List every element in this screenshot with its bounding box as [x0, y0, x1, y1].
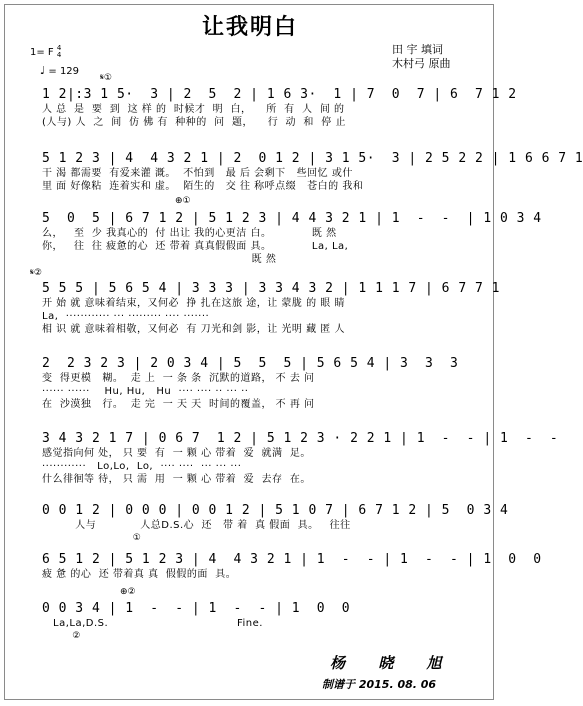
staff-9-lyric-2: ②	[42, 631, 81, 641]
coda-1-icon: ⊕①	[175, 196, 191, 206]
staff-4-lyric-1: 开 始 就 意味着结束，又何必 挣 扎在这旅 途，让 蒙胧 的 眼 睛	[42, 298, 345, 309]
key-signature	[30, 45, 61, 59]
staff-6-lyric-2: ············ Lo,Lo, Lo, ···· ···· ··· ··· ···	[42, 461, 242, 472]
staff-4-lyric-3: 相 识 就 意味着相敬，又何必 有 刀光和剑 影，让 光明 藏 匿 人	[42, 324, 345, 335]
song-title: 让我明白	[201, 15, 298, 40]
staff-5-notes: 2 2 3 2 3 | 2 0 3 4 | 5 5 5 | 5 6 5 4 | 3 3 3	[42, 356, 459, 371]
staff-2	[42, 150, 583, 193]
staff-4-notes: 5 5 5 | 5 6 5 4 | 3 3 3 | 3 3 4 3 2 | 1 1 1 7 | 6 7 7 1	[42, 281, 500, 296]
staff-3-notes: 5 0 5 | 6 7 1 2 | 5 1 2 3 | 4 4 3 2 1 | 1 - - | 1 0 3 4	[42, 211, 542, 226]
staff-3	[42, 210, 542, 266]
staff-7-notes: 0 0 1 2 | 0 0 0 | 0 0 1 2 | 5 1 0 7 | 6 7 1 2 | 5 0 3 4	[42, 503, 509, 518]
staff-7-lyric-1: 人与 人总D.S.心 还 带 着 真 假面 具。 往往	[42, 520, 351, 531]
staff-8	[42, 551, 542, 581]
staff-3-lyric-3: 既 然	[42, 254, 277, 265]
staff-6-notes: 3 4 3 2 1 7 | 0 6 7 1 2 | 5 1 2 3 · 2 2 1 | 1 - - | 1 - -	[42, 431, 559, 446]
staff-1-notes: 1 2|:3 1 5· 3 | 2 5 2 | 1 6 3· 1 | 7 0 7 | 6 7 1 2	[42, 87, 517, 102]
staff-6	[42, 430, 559, 486]
key-label: 1= F	[30, 47, 54, 58]
staff-3-lyric-2: 你， 往 往 疲惫的心 还 带着 真真假假面 具。 La, La,	[42, 241, 349, 252]
coda-2-icon: ⊕②	[120, 587, 136, 597]
staff-5-lyric-1: 变 得更模 糊。 走 上 一 条 条 沉默的道路， 不 去 问	[42, 373, 315, 384]
staff-1	[42, 86, 517, 129]
staff-7-lyric-2: ①	[42, 533, 142, 543]
staff-4-lyric-2: La, ············ ··· ········· ···· ·······	[42, 311, 210, 322]
time-denominator: 4	[56, 51, 62, 59]
staff-4	[42, 280, 500, 336]
quarter-note-icon: ♩	[40, 64, 46, 77]
staff-5-lyric-3: 在 沙漠独 行。 走 完 一 天 天 时间的覆盖， 不 再 问	[42, 399, 315, 410]
staff-2-notes: 5 1 2 3 | 4 4 3 2 1 | 2 0 1 2 | 3 1 5· 3 | 2 5 2 2 | 1 6 6 7 1	[42, 151, 583, 166]
lyricist-credit: 田 宇 填词	[392, 43, 443, 56]
staff-9	[42, 600, 462, 643]
staff-6-lyric-1: 感觉指向何 处， 只 要 有 一 颗 心 带着 爱 就满 足。	[42, 448, 311, 459]
staff-1-lyric-2: (人与) 人 之 间 仿 佛 有 种种的 问 题， 行 动 和 停 止	[42, 117, 346, 128]
segno-2-icon: 𝄋②	[30, 268, 42, 278]
staff-3-lyric-1: 么， 至 少 我真心的 付 出让 我的心更洁 白。 既 然	[42, 228, 337, 239]
time-signature	[57, 45, 61, 59]
segno-1-icon: 𝄋①	[100, 73, 112, 83]
arrangement-date: 制谱于 2015. 08. 06	[322, 678, 437, 691]
staff-6-lyric-3: 什么徘徊等 待， 只 需 用 一 颗 心 带着 爱 去存 在。	[42, 474, 311, 485]
credits	[392, 43, 451, 71]
staff-2-lyric-1: 干 渴 都需要 有爱来灌 溉。 不怕到 最 后 会剩下 些回忆 或什	[42, 168, 353, 179]
staff-8-lyric-1: 疲 惫 的心 还 带着真 真 假假的面 具。	[42, 569, 237, 580]
staff-1-lyric-1: 人 总 是 要 到 这 样 的 时候才 明 白， 所 有 人 间 的	[42, 104, 345, 115]
tempo-value: = 129	[48, 66, 80, 77]
staff-9-lyric-1: La,La,D.S. Fine.	[42, 618, 263, 629]
arranger-name: 杨 晓 旭	[330, 654, 456, 672]
staff-5	[42, 355, 462, 411]
time-numerator: 4	[56, 44, 62, 52]
tempo-marking	[40, 64, 79, 77]
staff-8-notes: 6 5 1 2 | 5 1 2 3 | 4 4 3 2 1 | 1 - - | 1 - - | 1 0 0	[42, 552, 542, 567]
staff-9-notes: 0 0 3 4 | 1 - - | 1 - - | 1 0 0	[42, 601, 351, 616]
staff-5-lyric-2: ······ ······ Hu, Hu, Hu ···· ···· ·· ··· ··	[42, 386, 249, 397]
staff-2-lyric-2: 里 面 好像粘 连着实和 虚。 陌生的 交 往 称呼点缀 苍白的 我和	[42, 181, 364, 192]
staff-7	[42, 502, 509, 545]
composer-credit: 木村弓 原曲	[392, 57, 451, 70]
